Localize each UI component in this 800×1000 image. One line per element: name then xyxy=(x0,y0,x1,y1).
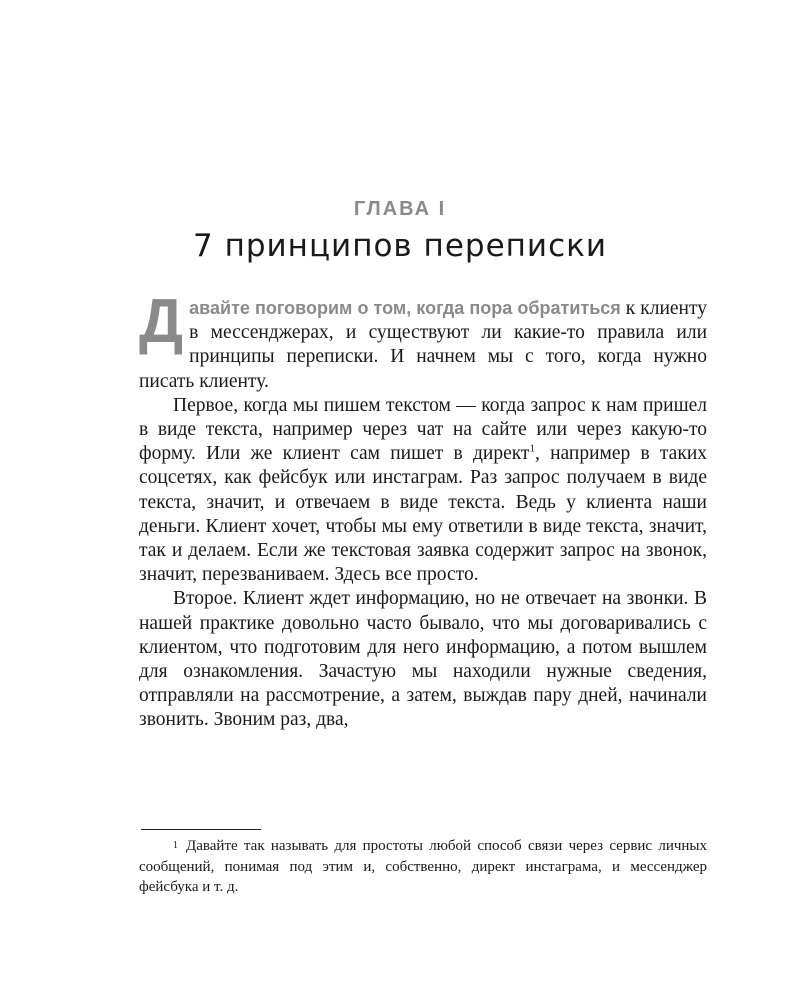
drop-cap: Д xyxy=(139,287,184,356)
footnote-paragraph xyxy=(139,836,707,898)
paragraph-3: Второе. Клиент ждет информацию, но не отвечает на звонки. В нашей практике довольно часто бывало, что мы договаривались с клиентом, что подготовим для него информацию, а потом вышлем для ознакомления. Зачастую мы находили нужные сведения, отправляли на рассмотрение, а затем, выждав пару дней, начинали звонить. Звоним раз, два, xyxy=(139,588,707,731)
chapter-label: ГЛАВА I xyxy=(353,198,447,220)
lead-in-text: авайте поговорим о том, когда пора обратиться xyxy=(189,298,621,318)
paragraph-2-text-b: , например в таких соцсетях, как фейсбук или инстаграм. Раз запрос получаем в виде текста, значит, и отвечаем в виде текста. Ведь у клиента наши деньги. Клиент хочет, чтобы мы ему ответили в виде текста, значит, так и делаем. Если же текстовая заявка содержит запрос на звонок, значит, перезваниваем. Здесь все просто. xyxy=(139,443,707,586)
footnote xyxy=(139,836,707,898)
chapter-title: 7 принципов переписки xyxy=(193,228,607,264)
footnote-text: Давайте так называть для простоты любой способ связи через сервис личных сообщений, понимая под этим и, собственно, директ инстаграма, и мессенджер фейсбука и т. д. xyxy=(139,838,707,895)
footnote-divider xyxy=(141,829,261,830)
paragraph-2-text-a: Первое, когда мы пишем текстом — когда запрос к нам пришел в виде текста, например через чат на сайте или через какую-то форму. Или же клиент сам пишет в директ xyxy=(139,394,707,465)
footnote-marker: 1 xyxy=(529,442,535,455)
paragraph-1 xyxy=(139,287,707,394)
paragraph-1-text: к клиенту в мессенджерах, и существуют ли какие-то правила или принципы переписки. И начнем мы с того, когда нужно писать клиенту. xyxy=(139,298,707,392)
footnote-number: 1 xyxy=(173,840,178,851)
paragraph-2 xyxy=(139,394,707,588)
body-text xyxy=(139,287,707,733)
